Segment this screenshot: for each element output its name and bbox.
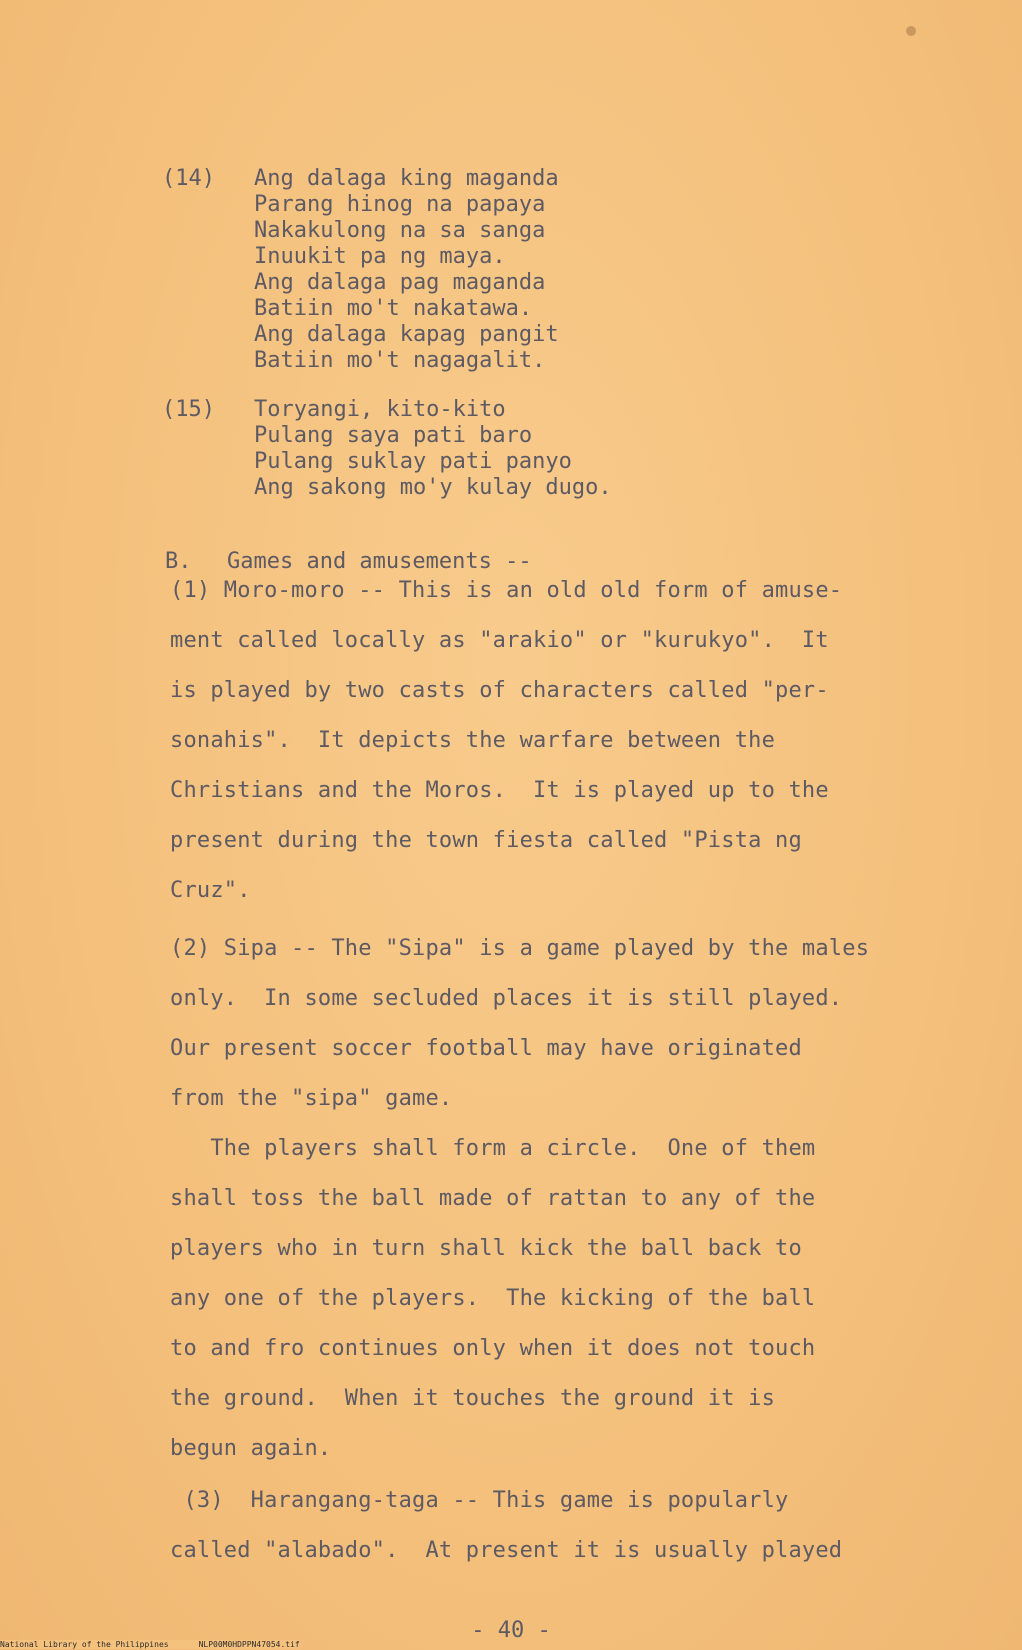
text-line: (1) Moro-moro -- This is an old old form of amuse- [170,578,843,603]
file-id: NLP00M0HDPPN47054.tif [198,1640,300,1649]
text-line: The players shall form a circle. One of them [170,1136,816,1161]
text-line: called "alabado". At present it is usually played [170,1538,843,1563]
verse-line: Toryangi, kito-kito [254,397,506,422]
text-line: Christians and the Moros. It is played up to the [170,778,829,803]
verse-line: Pulang saya pati baro [254,423,533,448]
verse-line: Parang hinog na papaya [254,192,546,217]
section-letter: B. [164,549,192,574]
verse-line: Nakakulong na sa sanga [254,218,546,243]
verse-line: Ang dalaga pag maganda [254,270,546,295]
verse-line: Ang dalaga kapag pangit [254,322,559,347]
stanza-number: (14) [162,166,215,191]
text-line: to and fro continues only when it does not touch [170,1336,816,1361]
paper-speck [906,26,916,36]
verse-line: Pulang suklay pati panyo [254,449,572,474]
text-line: begun again. [170,1436,332,1461]
page-number: - 40 - [471,1618,551,1643]
text-line: (3) Harangang-taga -- This game is popularly [170,1488,789,1513]
paragraph-sipa-rules [170,1124,960,1474]
text-line: is played by two casts of characters called "per- [170,678,829,703]
text-line: Cruz". [170,878,251,903]
stanza-lines [254,397,612,501]
verse-line: Inuukit pa ng maya. [254,244,506,269]
paragraph-sipa [170,924,960,1124]
stanza-14 [162,166,559,374]
stanza-lines [254,166,559,374]
paragraph-moro-moro [170,566,960,916]
text-line: ment called locally as "arakio" or "kurukyo". It [170,628,829,653]
text-line: only. In some secluded places it is still played. [170,986,843,1011]
verse-line: Batiin mo't nakatawa. [254,296,533,321]
section-title: Games and amusements -- [226,549,532,574]
library-credit: National Library of the Philippines [0,1640,169,1649]
stanza-number: (15) [162,397,215,422]
text-line: from the "sipa" game. [170,1086,453,1111]
paragraph-harangang-taga [170,1476,960,1576]
stanza-15 [162,397,612,501]
text-line: (2) Sipa -- The "Sipa" is a game played by the males [170,936,870,961]
text-line: present during the town fiesta called "Pista ng [170,828,802,853]
text-line: any one of the players. The kicking of the ball [170,1286,816,1311]
verse-line: Ang sakong mo'y kulay dugo. [254,475,612,500]
text-line: the ground. When it touches the ground it is [170,1386,776,1411]
text-line: sonahis". It depicts the warfare between the [170,728,776,753]
scan-credit [0,1640,300,1649]
verse-line: Ang dalaga king maganda [254,166,559,191]
text-line: shall toss the ball made of rattan to any of the [170,1186,816,1211]
text-line: Our present soccer football may have originated [170,1036,802,1061]
verse-line: Batiin mo't nagagalit. [254,348,546,373]
text-line: players who in turn shall kick the ball back to [170,1236,802,1261]
